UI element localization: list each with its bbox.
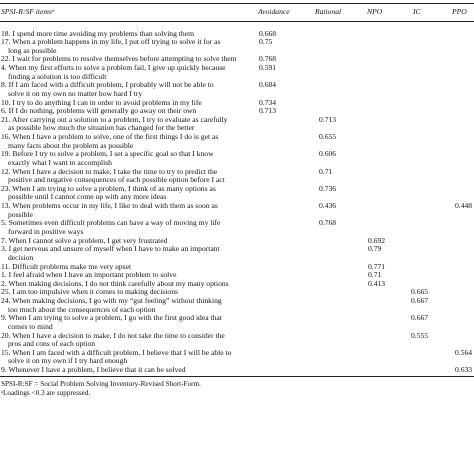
loading-avoidance: 0.75: [259, 37, 273, 47]
loading-avoidance: 0.768: [259, 54, 277, 64]
item-line: 18. I spend more time avoiding my problems than solving them: [1, 28, 194, 38]
loading-avoidance: 0.591: [259, 63, 277, 73]
item-line: 24. When making decisions, I go with my “gut feeling” without thinking: [1, 296, 222, 306]
item-line: 16. When I have a problem to solve, one of the first things I do is get as: [1, 132, 219, 142]
loading-avoidance: 0.713: [259, 106, 277, 116]
loading-rational: 0.713: [319, 114, 337, 124]
item-line: 7. When I cannot solve a problem, I get very frustrated: [1, 235, 168, 245]
header-avoidance: Avoidance: [258, 7, 290, 16]
item-continuation-line: long as possible: [8, 45, 57, 55]
item-text: [1, 150, 246, 167]
item-continuation-line: pros and cons of each option: [8, 339, 96, 349]
item-continuation-line: finding a solution is too difficult: [8, 71, 107, 81]
item-text: [1, 332, 246, 349]
item-line: 9. When I am trying to solve a problem, I go with the first good idea that: [1, 313, 222, 323]
item-line: 8. If I am faced with a difficult problem, I probably will not be able to: [1, 80, 214, 90]
item-line: 17. When a problem happens in my life, I put off trying to solve it for as: [1, 37, 221, 47]
item-line: 21. After carrying out a solution to a problem, I try to evaluate as carefully: [1, 114, 228, 124]
loading-rational: 0.768: [319, 218, 337, 228]
footnote-abbreviation: SPSI-R:SF = Social Problem Solving Inventory-Revised Short-Form.: [1, 379, 201, 388]
item-line: 20. When I have a decision to make, I do not take the time to consider the: [1, 330, 225, 340]
loading-npo: 0.71: [368, 270, 382, 280]
item-text: [1, 366, 246, 375]
item-line: 12. When I have a decision to make, I take the time to try to predict the: [1, 166, 218, 176]
item-text: [1, 202, 246, 219]
loading-rational: 0.436: [319, 201, 337, 211]
item-line: 22. I wait for problems to resolve themselves before attempting to solve them: [1, 54, 237, 64]
item-text: [1, 314, 246, 331]
item-continuation-line: too much about the consequences of each option: [8, 304, 156, 314]
bottom-rule: [0, 376, 474, 377]
top-rule: [0, 3, 474, 4]
loading-ic: 0.667: [411, 296, 429, 306]
item-line: 11. Difficult problems make me very upset: [1, 261, 132, 271]
loading-ppo: 0.564: [455, 347, 473, 357]
header-ppo: PPO: [452, 7, 467, 16]
item-continuation-line: exactly what I want to accomplish: [8, 157, 112, 167]
item-line: 9. Whenever I have a problem, I believe that it can be solved: [1, 365, 186, 375]
loading-ppo: 0.633: [455, 365, 473, 375]
loading-avoidance: 0.684: [259, 80, 277, 90]
item-continuation-line: positive and negative consequences of each possible option before I act: [8, 175, 225, 185]
loading-npo: 0.413: [368, 278, 386, 288]
loading-ic: 0.667: [411, 313, 429, 323]
item-text: [1, 38, 246, 55]
loading-rational: 0.736: [319, 183, 337, 193]
item-line: 5. Sometimes even difficult problems can have a way of moving my life: [1, 218, 221, 228]
item-text: [1, 245, 246, 262]
item-line: 3. I get nervous and unsure of myself when I have to make an important: [1, 244, 220, 254]
item-line: 10. I try to do anything I can in order to avoid problems in my life: [1, 97, 202, 107]
item-text: [1, 168, 246, 185]
item-line: 23. When I am trying to solve a problem, I think of as many options as: [1, 183, 216, 193]
loading-rational: 0.655: [319, 132, 337, 142]
item-continuation-line: possible until I cannot come up with any more ideas: [8, 192, 167, 202]
header-rule: [0, 21, 474, 22]
item-line: 6. If I do nothing, problems will generally go away on their own: [1, 106, 197, 116]
item-continuation-line: comes to mind: [8, 321, 53, 331]
item-continuation-line: possible: [8, 209, 33, 219]
item-continuation-line: forward in positive ways: [8, 226, 84, 236]
item-text: [1, 116, 246, 133]
loading-npo: 0.771: [368, 261, 386, 271]
item-continuation-line: many facts about the problem as possible: [8, 140, 134, 150]
item-continuation-line: as possible how much the situation has changed for the better: [8, 123, 195, 133]
header-items: SPSI-R:SF itemsᵃ: [1, 7, 55, 16]
loading-rational: 0.71: [319, 166, 333, 176]
item-line: 13. When problems occur in my life, I like to deal with them as soon as: [1, 201, 218, 211]
item-line: 1. I feel afraid when I have an important problem to solve: [1, 270, 177, 280]
item-continuation-line: solve it on my own if I try hard enough: [8, 356, 128, 366]
loading-ic: 0.555: [411, 330, 429, 340]
item-text: [1, 185, 246, 202]
loading-npo: 0.79: [368, 244, 382, 254]
item-line: 2. When making decisions, I do not think carefully about my many options: [1, 278, 229, 288]
header-rational: Rational: [315, 7, 342, 16]
loading-rational: 0.606: [319, 149, 337, 159]
header-npo: NPO: [367, 7, 383, 16]
item-text: [1, 133, 246, 150]
item-text: [1, 349, 246, 366]
item-line: 25. I am too impulsive when it comes to making decisions: [1, 287, 178, 297]
item-continuation-line: decision: [8, 252, 34, 262]
footnote-suppression: ᵃLoadings <0.3 are suppressed.: [1, 389, 91, 398]
item-continuation-line: solve it on my own no matter how hard I try: [8, 88, 143, 98]
item-text: [1, 219, 246, 236]
loading-ic: 0.665: [411, 287, 429, 297]
header-ic: IC: [413, 7, 421, 16]
item-line: 4. When my first efforts to solve a problem fail, I give up quickly because: [1, 63, 226, 73]
loading-avoidance: 0.668: [259, 28, 277, 38]
loading-ppo: 0.448: [455, 201, 473, 211]
item-text: [1, 297, 246, 314]
item-line: 15. When I am faced with a difficult problem, I believe that I will be able to: [1, 347, 232, 357]
loading-avoidance: 0.734: [259, 97, 277, 107]
item-text: [1, 64, 246, 81]
item-text: [1, 81, 246, 98]
loading-npo: 0.692: [368, 235, 386, 245]
item-line: 19. Before I try to solve a problem, I set a specific goal so that I know: [1, 149, 214, 159]
